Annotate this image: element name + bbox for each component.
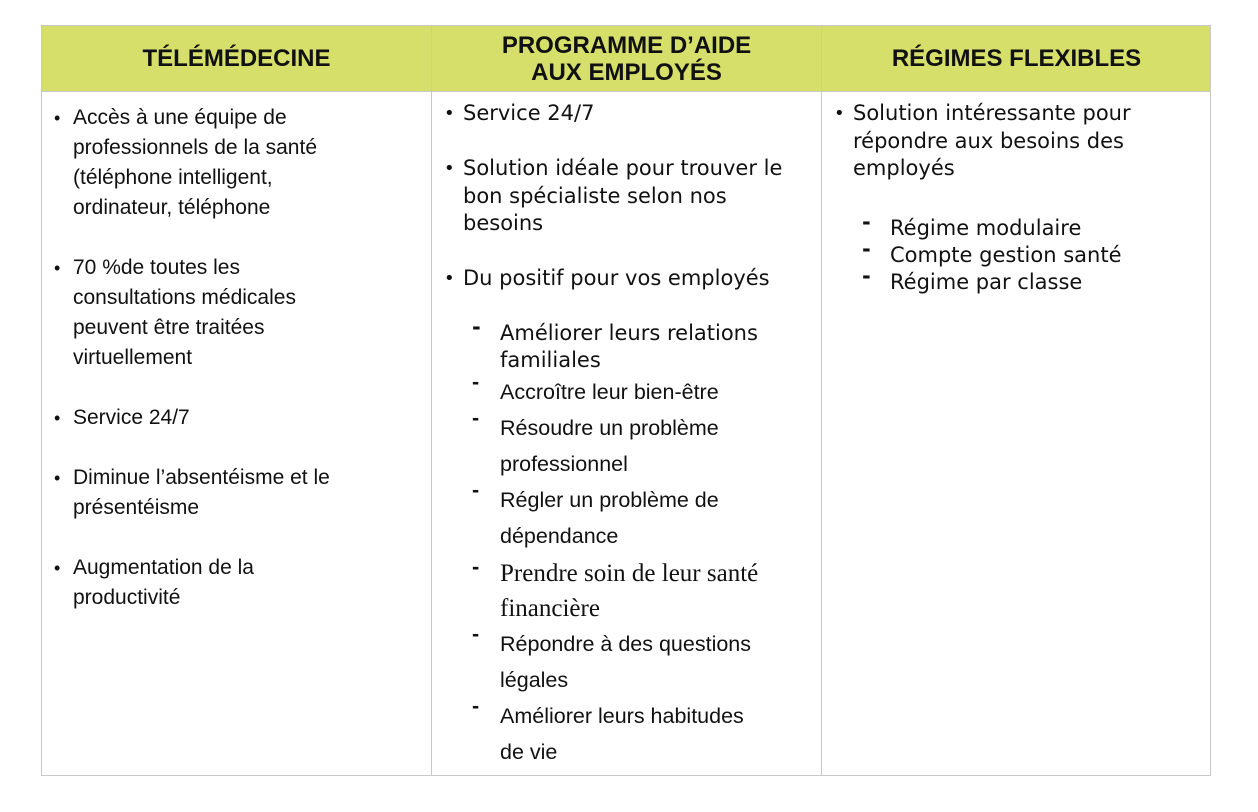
sub-list-item-line: Résoudre un problème: [500, 416, 719, 440]
bullet-icon: •: [834, 103, 845, 124]
list-item-line: Solution idéale pour trouver le: [463, 156, 783, 180]
sub-list-item-line: Compte gestion santé: [890, 243, 1122, 267]
list-item-line: peuvent être traitées: [73, 316, 265, 339]
bullet-icon: •: [54, 558, 61, 578]
dash-icon: -: [862, 210, 871, 234]
bullet-icon: •: [444, 158, 455, 179]
dash-icon: -: [472, 315, 481, 339]
sub-list-item-line: financière: [500, 595, 600, 622]
bullet-icon: •: [444, 268, 455, 289]
dash-icon: -: [472, 406, 480, 430]
list-item-line: bon spécialiste selon nos: [463, 183, 727, 208]
list-item-line: Service 24/7: [73, 406, 190, 429]
list-item-line: 70 %de toutes les: [73, 256, 240, 279]
list-item-line: présentéisme: [73, 496, 200, 519]
sub-list-item-line: Prendre soin de leur santé: [500, 560, 759, 587]
list-item-line: Diminue l’absentéisme et le: [73, 466, 330, 489]
sub-list-item-line: Régler un problème de: [500, 488, 719, 512]
list-item-line: ordinateur, téléphone: [73, 196, 271, 219]
dash-icon: -: [862, 237, 871, 261]
dash-icon: -: [472, 370, 480, 394]
sub-list-item-line: légales: [500, 668, 569, 692]
list-item-line: besoins: [463, 211, 544, 235]
list-item-line: Accès à une équipe de: [73, 106, 287, 129]
dash-icon: -: [862, 264, 871, 288]
sub-list-item-line: dépendance: [500, 524, 619, 548]
dash-icon: -: [472, 478, 480, 502]
benefits-table: [41, 25, 1211, 776]
list-item-line: Du positif pour vos employés: [463, 266, 770, 290]
list-item-line: répondre aux besoins des: [853, 128, 1124, 153]
bullet-icon: •: [54, 468, 61, 488]
bullet-icon: •: [54, 108, 61, 128]
header-telemedecine: TÉLÉMÉDECINE: [142, 45, 331, 72]
header-regimes-flexibles: RÉGIMES FLEXIBLES: [891, 45, 1142, 72]
list-item-line: consultations médicales: [73, 286, 296, 309]
dash-icon: -: [472, 554, 480, 579]
column-programme-aide: [432, 92, 821, 775]
header-programme-aide: PROGRAMME D’AIDE AUX EMPLOYÉS: [501, 31, 752, 86]
sub-list-item-line: Répondre à des questions: [500, 632, 752, 656]
list-item-line: virtuellement: [73, 346, 193, 369]
sub-list-item-line: de vie: [500, 740, 558, 764]
column-regimes-flexibles: [822, 92, 1211, 775]
sub-list-item-line: Améliorer leurs relations: [500, 321, 758, 345]
list-item-line: (téléphone intelligent,: [73, 166, 273, 189]
list-item-line: professionnels de la santé: [73, 136, 317, 159]
sub-list-item-line: Accroître leur bien-être: [500, 380, 719, 404]
bullet-icon: •: [444, 103, 455, 124]
list-item-line: Solution intéressante pour: [853, 101, 1131, 125]
bullet-icon: •: [54, 408, 61, 428]
list-item-line: Augmentation de la: [73, 556, 254, 579]
list-item-line: employés: [853, 156, 955, 180]
dash-icon: -: [472, 622, 480, 646]
sub-list-item-line: Améliorer leurs habitudes: [500, 704, 744, 728]
sub-list-item-line: Régime modulaire: [890, 216, 1082, 240]
list-item-line: Service 24/7: [463, 101, 595, 125]
sub-list-item-line: familiales: [500, 348, 601, 372]
dash-icon: -: [472, 694, 480, 718]
bullet-icon: •: [54, 258, 61, 278]
list-item-line: productivité: [73, 586, 181, 609]
sub-list-item-line: professionnel: [500, 452, 628, 476]
sub-list-item-line: Régime par classe: [890, 270, 1083, 294]
column-telemedecine: [42, 92, 431, 775]
